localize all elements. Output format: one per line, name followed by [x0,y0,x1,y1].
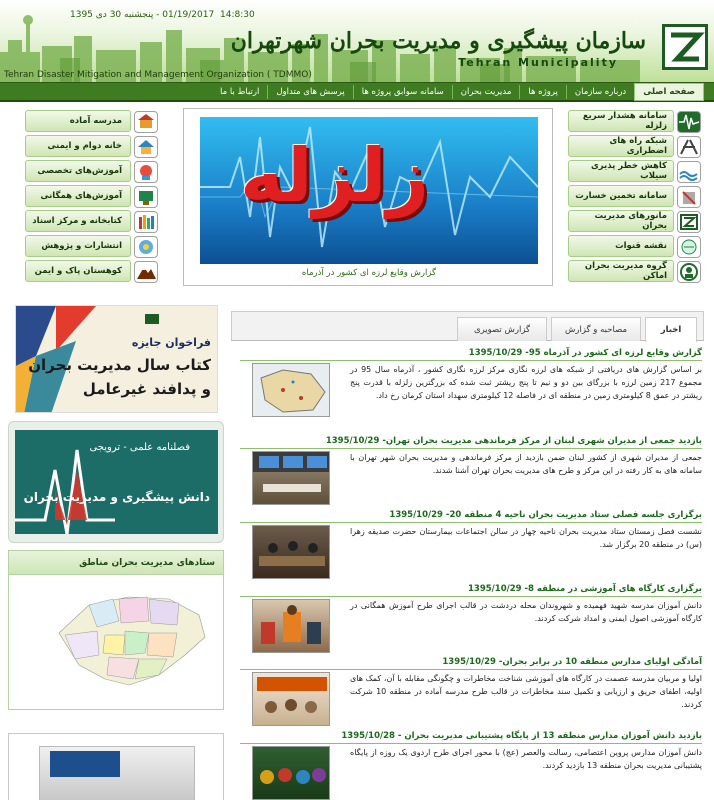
ad2-line1: فصلنامه علمی - ترویجی [89,442,190,453]
news-thumbnail[interactable] [252,363,330,417]
left-menu-label: انتشارات و پژوهش [41,241,122,251]
tehran-regions-map[interactable] [9,575,223,709]
nav-home[interactable]: صفحه اصلی [634,83,704,101]
left-menu-label: خانه دوام و ایمنی [47,141,122,151]
training-icon [134,161,158,183]
right-menu-item-qanat-map[interactable] [568,235,674,257]
tab-news[interactable]: اخبار [645,317,697,342]
safe-house-icon [134,136,158,158]
news-title[interactable]: بازدید دانش آموزان مدارس منطقه 13 از پایگاه پشتیبانی مدیریت بحران - 1395/10/28 [341,731,702,741]
tab-photo-report[interactable]: گزارش تصویری [457,317,547,341]
journal-ad[interactable] [8,421,224,543]
public-training-icon [134,186,158,208]
news-body: جمعی از مدیران شهری از کشور لبنان ضمن بازدید از مرکز فرماندهی و مدیریت بحران شهر تهران با سامانه های به کار رفته در این مرکز و طرح های مدیریت بحران تهران آشنا شدند. [350,453,702,475]
news-title[interactable]: آمادگی اولیای مدارس منطقه 10 در برابر بحران- 1395/10/29 [442,657,702,667]
ad1-logo [145,314,159,324]
organization-title-fa: سازمان پیشگیری و مدیریت بحران شهرتهران [230,28,646,54]
right-menu-item-emergency-roads[interactable] [568,135,674,157]
news-item[interactable] [240,436,702,506]
main-navigation [0,82,714,102]
nav-projects[interactable]: پروژه ها [519,85,566,99]
qanat-map-icon [677,236,701,258]
right-menu-label: کاهش خطر پذیری سیلاب [590,161,667,181]
clock: 14:8:30 [220,10,255,20]
news-item[interactable] [240,510,702,580]
nav-contact[interactable]: ارتباط با ما [220,86,260,97]
newspaper-image [39,746,195,800]
left-menu-item-public-training[interactable] [25,185,131,207]
flood-icon [677,161,701,183]
newspaper-masthead [50,751,120,777]
left-menu-label: کوهستان پاک و ایمن [34,266,122,276]
seismograph-icon [677,111,701,133]
damage-estimate-icon [677,186,701,208]
earthquake-banner-image[interactable] [200,117,538,264]
news-title[interactable]: گزارش وقایع لرزه ای کشور در آذرماه 95- 1395/10/29 [468,348,702,358]
banner-word: زلزله [240,133,430,219]
regions-map-panel [8,550,224,710]
right-menu-label: سامانه هشدار سریع زلزله [582,111,667,131]
featured-slider[interactable] [183,108,553,286]
news-divider [240,669,702,670]
news-thumbnail[interactable] [252,525,330,579]
organization-title-en: Tehran Disaster Mitigation and Management Organization ( TDMMO) [4,70,312,80]
left-menu-item-specialized-training[interactable] [25,160,131,182]
banner-caption[interactable]: گزارش وقایع لرزه ای کشور در آذرماه [301,268,437,278]
news-divider [240,596,702,597]
left-menu-item-mountain[interactable] [25,260,131,282]
left-menu-label: آموزش‌های تخصصی [37,166,122,176]
news-tabs [231,311,704,341]
left-menu-item-safe-house[interactable] [25,135,131,157]
ad1-line1: فراخوان جایزه [131,336,211,349]
news-divider [240,522,702,523]
road-network-icon [677,136,701,158]
news-item[interactable] [240,584,702,654]
right-menu-item-venues-group[interactable] [568,260,674,282]
news-body: بر اساس گزارش های دریافتی از شبکه های لرزه نگاری مرکز لرزه نگاری کشور ، آذرماه سال 95 در مجموع 217 زمین لرزه با بزرگای بین دو و نیم تا پنج ریشتر ثبت شده که بزرگترین زلزله با قدرت پنج ریشتر در عمق 8 کیلومتری زمین در منطقه ای در فاصله 12 کیلومتری سهداد استان کرمان رخ داد. [350,365,702,400]
news-item[interactable] [240,348,702,428]
news-thumbnail[interactable] [252,746,330,800]
research-icon [134,236,158,258]
news-item[interactable] [240,731,702,800]
news-title[interactable]: برگزاری کارگاه های آموزشی در منطقه 8- 1395/10/29 [468,584,702,594]
right-menu-label: شبکه راه های اضطراری [609,136,667,156]
right-menu-item-damage-estimate[interactable] [568,185,674,207]
news-item[interactable] [240,657,702,727]
news-divider [240,743,702,744]
newspaper-thumbnail[interactable] [8,733,224,800]
news-thumbnail[interactable] [252,672,330,726]
site-header [0,0,714,82]
nav-faq[interactable]: پرسش های متداول [267,85,352,99]
tab-interviews[interactable]: مصاحبه و گزارش [551,317,641,341]
maneuver-icon [677,211,701,233]
right-menu-label: گروه مدیریت بحران اماکن [584,261,667,281]
mountain-icon [134,261,158,283]
left-menu-item-publications[interactable] [25,235,131,257]
nav-crisis-management[interactable]: مدیریت بحران [452,85,520,99]
news-body: دانش آموزان مدرسه شهید فهمیده و شهروندان محله دردشت در قالب اجرای طرح آموزش همگانی در کارگاه آموزشی اصول ایمنی و امداد شرکت کردند. [350,601,702,623]
library-icon [134,211,158,233]
book-award-ad[interactable] [15,305,218,413]
organization-logo[interactable] [662,24,708,70]
left-menu-item-library[interactable] [25,210,131,232]
news-divider [240,360,702,361]
left-menu-label: کتابخانه و مرکز اسناد [32,216,122,226]
news-body: نشست فصل زمستان ستاد مدیریت بحران ناحیه چهار در سالن اجتماعات بیمارستان حضرت صدیقه زهرا (س) در منطقه 20 برگزار شد. [350,527,702,549]
right-menu-label: مانورهای مدیریت بحران [594,211,667,231]
school-icon [134,111,158,133]
news-title[interactable]: برگزاری جلسه فصلی ستاد مدیریت بحران ناحیه 4 منطقه 20- 1395/10/29 [389,510,702,520]
ad1-line3: و پدافند غیرعامل [82,380,211,398]
left-menu-item-ready-school[interactable] [25,110,131,132]
left-menu-label: مدرسه آماده [69,116,122,126]
news-body: دانش آموزان مدارس پروین اعتصامی، رسالت والعصر (عج) با محور اجرای طرح اردوی یک روزه از پایگاه پشتیبانی مدیریت بحران منطقه 13 بازدید کردند. [350,748,702,770]
right-menu-item-earthquake-warning[interactable] [568,110,674,132]
date-display: 01/19/2017 - پنجشنبه 30 دی 1395 [70,10,215,20]
news-thumbnail[interactable] [252,599,330,653]
group-icon [677,261,701,283]
right-menu-item-crisis-maneuvers[interactable] [568,210,674,232]
right-menu-item-flood-risk[interactable] [568,160,674,182]
ad2-line2: دانش پیشگیری و مدیریت بحران [23,490,210,504]
ad1-line2: کتاب سال مدیریت بحران [28,356,211,374]
left-menu-label: آموزش‌های همگانی [40,191,122,201]
right-menu-label: سامانه تخمین خسارت [575,191,667,201]
regions-header: ستادهای مدیریت بحران مناطق [9,551,223,575]
news-divider [240,448,702,449]
municipality-label: Tehran Municipality [458,56,618,69]
news-body: اولیا و مربیان مدرسه عصمت در کارگاه های آموزشی شناخت مخاطرات و چگونگی مقابله با آن، کمک های اولیه، اطفای حریق و ارزیابی و تکمیل سند مخاطرات در قالب طرح مدرسه آماده در منطقه 10 شرکت کردند. [350,674,702,709]
news-thumbnail[interactable] [252,451,330,505]
news-title[interactable]: بازدید جمعی از مدیران شهری لبنان از مرکز فرماندهی مدیریت بحران تهران- 1395/10/29 [325,436,702,446]
right-menu-label: نقشه قنوات [615,241,667,251]
nav-project-records[interactable]: سامانه سوابق پروژه ها [353,85,452,99]
nav-about[interactable]: درباره سازمان [566,85,634,99]
